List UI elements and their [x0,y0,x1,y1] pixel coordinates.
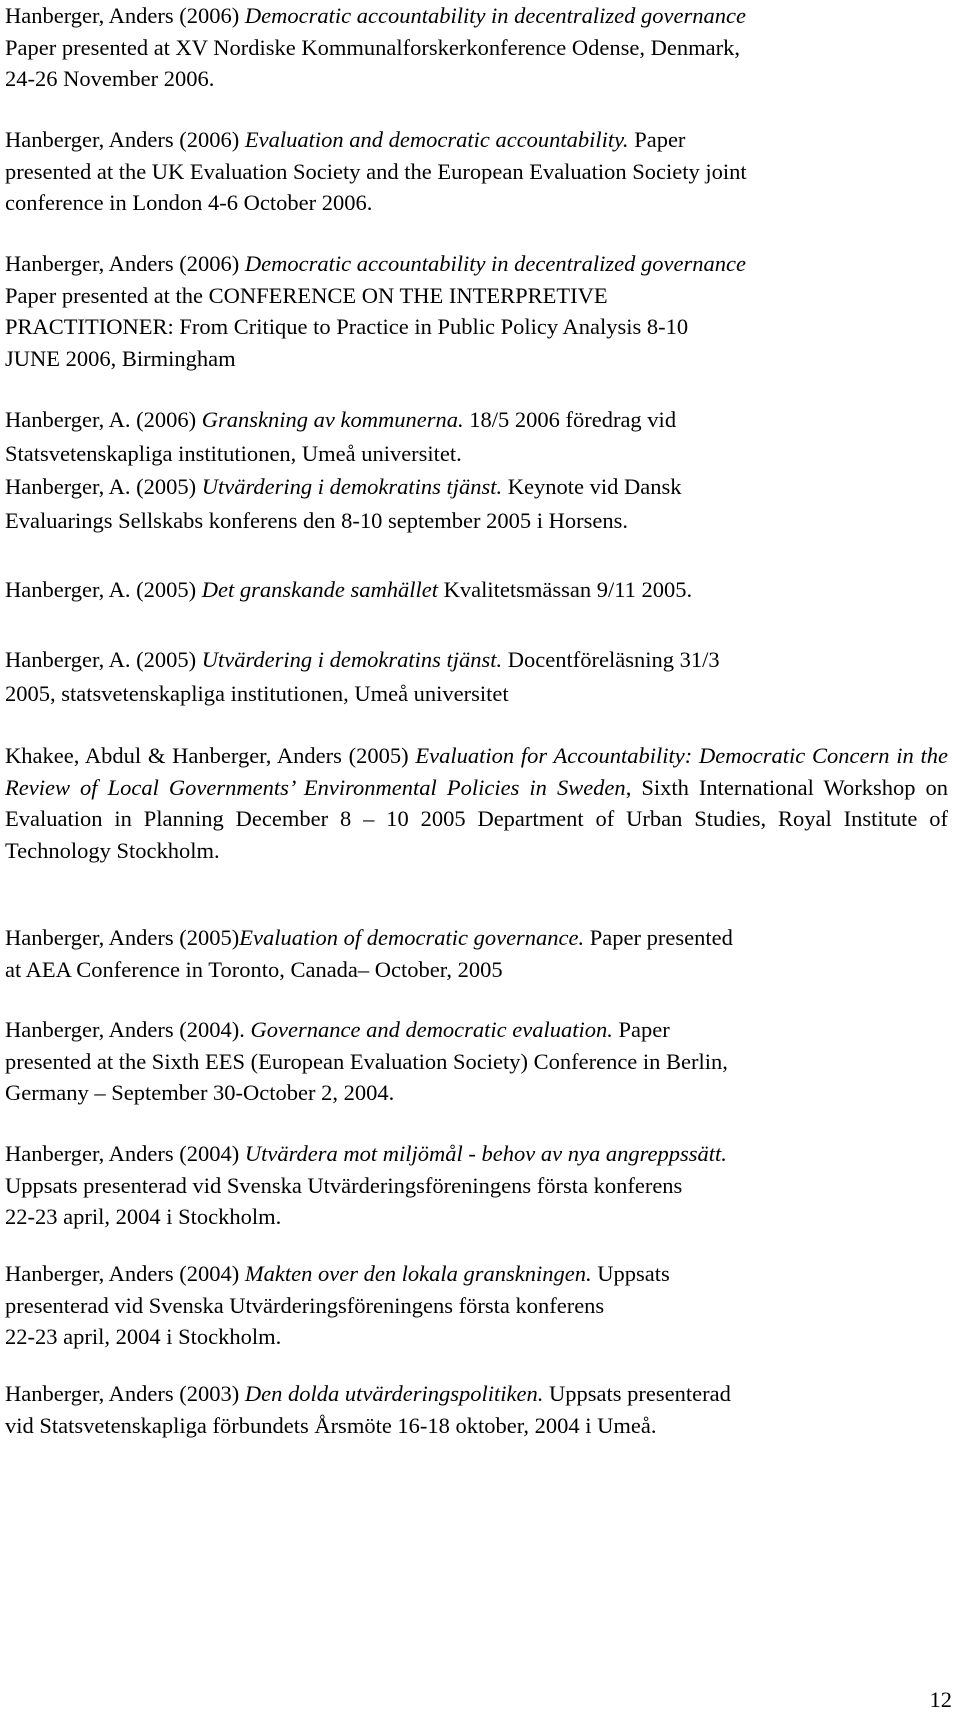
reference-text: 24-26 November 2006. [5,66,215,91]
reference-author: Hanberger, A. (2006) [5,407,202,432]
reference-author: Hanberger, Anders (2005) [5,925,240,950]
reference-text: Uppsats presenterad [543,1381,731,1406]
reference-title: Evaluation and democratic accountability. [244,127,629,152]
reference-entry [5,470,948,538]
reference-text: Uppsats presenterad vid Svenska Utvärderingsföreningens första konferens [5,1172,683,1198]
reference-entry [5,740,948,866]
reference-entry [5,573,948,607]
reference-text: , Sixth International Workshop on Evaluation in Planning [5,774,949,831]
reference-entry [5,248,948,374]
reference-text: JUNE 2006, Birmingham [5,345,236,371]
reference-text: presented at the UK Evaluation Society and the European Evaluation Society joint [5,158,747,184]
reference-text: 18/5 2006 föredrag vid [463,407,677,432]
reference-title: Utvärdera mot miljömål - behov av nya angreppssätt. [244,1141,727,1166]
reference-text: Docentföreläsning 31/3 [502,647,720,672]
reference-text: Statsvetenskapliga institutionen, Umeå universitet. [5,441,462,466]
reference-text: Technology Stockholm. [5,837,220,863]
reference-author: Khakee, Abdul & Hanberger, Anders (2005) [5,743,416,768]
reference-title: Granskning av kommunerna. [201,407,464,432]
reference-title: Democratic Concern in the Review of Local Governments’ Environmental [5,743,948,800]
reference-text: Paper [612,1017,670,1042]
reference-entry [5,1014,948,1109]
reference-title: Det granskande samhället [201,577,438,602]
reference-entry [5,922,948,985]
reference-text: Evaluarings Sellskabs konferens den 8-10 september 2005 i Horsens. [5,508,628,533]
reference-title: Democratic accountability in decentralized governance [244,3,746,28]
reference-text: Kvalitetsmässan 9/11 2005. [437,577,693,602]
page-number: 12 [929,1687,952,1712]
reference-text: Paper [628,127,686,152]
reference-text: Paper presented at the CONFERENCE ON THE INTERPRETIVE [5,282,608,308]
reference-text: 22-23 april, 2004 i Stockholm. [5,1204,282,1229]
reference-text: presented at the Sixth EES (European Evaluation Society) Conference in Berlin, [5,1048,728,1074]
reference-author: Hanberger, Anders (2003) [5,1381,245,1406]
reference-title: Utvärdering i demokratins tjänst. [201,474,503,499]
reference-author: Hanberger, A. (2005) [5,647,202,672]
reference-author: Hanberger, Anders (2004) [5,1261,245,1286]
reference-title: Den dolda utvärderingspolitiken. [244,1381,544,1406]
reference-author: Hanberger, Anders (2004). [5,1017,251,1042]
reference-text: Paper presented [584,925,733,950]
reference-author: Hanberger, Anders (2006) [5,127,245,152]
reference-entry [5,124,948,219]
reference-text: presenterad vid Svenska Utvärderingsföreningens första konferens [5,1292,605,1318]
reference-text: Germany – September 30-October 2, 2004. [5,1080,395,1105]
reference-author: Hanberger, Anders (2006) [5,3,245,28]
reference-entry [5,1258,948,1353]
reference-title: Governance and democratic evaluation. [250,1017,613,1042]
reference-author: Hanberger, A. (2005) [5,474,202,499]
reference-text: December 8 – 10 2005 Department of Urban Studies, Royal Institute of [235,806,949,831]
reference-entry [5,403,948,471]
reference-title: Democratic accountability in decentralized governance [244,251,746,276]
reference-text: Uppsats [591,1261,670,1286]
reference-text: Keynote vid Dansk [502,474,682,499]
reference-entry [5,0,948,95]
reference-author: Hanberger, Anders (2006) [5,251,245,276]
reference-text: 2005, statsvetenskapliga institutionen, Umeå universitet [5,681,509,706]
reference-text: at AEA Conference in Toronto, Canada– October, 2005 [5,956,503,982]
reference-text: 22-23 april, 2004 i Stockholm. [5,1324,282,1349]
reference-text: vid Statsvetenskapliga förbundets Årsmöte 16-18 oktober, 2004 i Umeå. [5,1412,657,1438]
reference-text: PRACTITIONER: From Critique to Practice in Public Policy Analysis 8-10 [5,314,689,339]
reference-title: Policies in Sweden [446,774,626,800]
reference-author: Hanberger, A. (2005) [5,577,202,602]
reference-title: Evaluation of democratic governance. [239,925,585,950]
reference-text: conference in London 4-6 October 2006. [5,190,373,215]
reference-title: Evaluation for Accountability: [415,743,693,768]
reference-text: Paper presented at XV Nordiske Kommunalforskerkonference Odense, Denmark, [5,34,740,60]
reference-entry [5,1378,948,1441]
reference-entry [5,643,948,711]
reference-title: Utvärdering i demokratins tjänst. [201,647,503,672]
reference-title: Makten over den lokala granskningen. [244,1261,592,1286]
reference-author: Hanberger, Anders (2004) [5,1141,245,1166]
reference-entry [5,1138,948,1233]
